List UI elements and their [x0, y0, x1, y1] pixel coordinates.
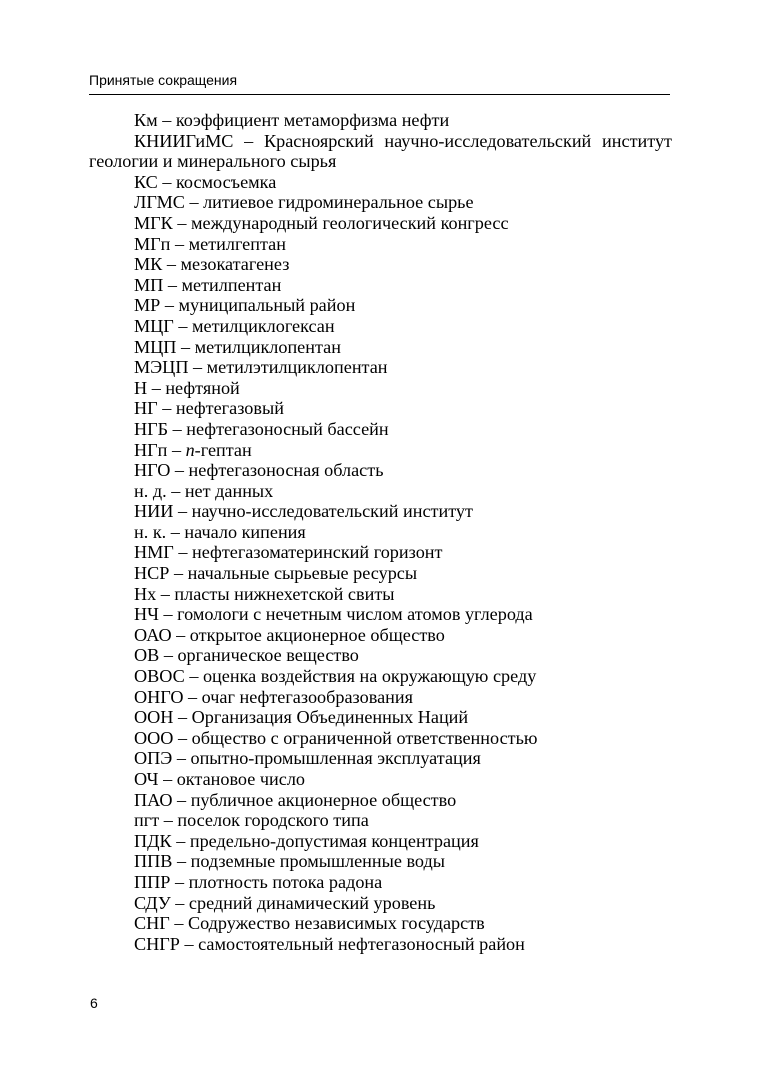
entry-def: плотность потока радона	[188, 871, 383, 892]
entry-abbr: МГп	[134, 233, 171, 254]
entry-abbr: ОНГО	[134, 686, 184, 707]
entry-sep: –	[170, 892, 189, 913]
abbreviations-list	[89, 110, 672, 954]
entry-ooo	[89, 728, 672, 749]
entry-def: международный геологический конгресс	[191, 212, 509, 233]
entry-abbr: КС	[134, 171, 158, 192]
entry-def: нефтегазоносная область	[188, 460, 384, 481]
entry-def: средний динамический уровень	[188, 892, 436, 913]
entry-def: муниципальный район	[178, 295, 356, 316]
entry-mk	[89, 254, 672, 275]
entry-abbr: ППР	[134, 871, 171, 892]
entry-ppv	[89, 851, 672, 872]
entry-mecp	[89, 357, 672, 378]
entry-nsr	[89, 563, 672, 584]
entry-def: открытое акционерное общество	[189, 624, 445, 645]
entry-sep: –	[157, 171, 176, 192]
entry-abbr: МР	[134, 295, 161, 316]
entry-sep: –	[158, 769, 177, 789]
entry-sep: –	[168, 418, 187, 439]
entry-ov	[89, 645, 672, 666]
entry-sep: –	[169, 913, 188, 934]
entry-def: пласты нижнехетской свиты	[174, 583, 395, 604]
entry-abbr: НГп	[134, 439, 168, 460]
entry-km	[89, 110, 672, 131]
entry-sep: –	[157, 110, 176, 130]
entry-ope	[89, 748, 672, 769]
entry-lgms	[89, 192, 672, 213]
entry-sep: –	[157, 398, 176, 419]
entry-abbr: МЭЦП	[134, 357, 189, 378]
entry-def: -гептан	[194, 439, 252, 460]
entry-sep: –	[179, 933, 199, 954]
entry-def: публичное акционерное общество	[190, 789, 457, 810]
entry-abbr: Н	[134, 377, 148, 398]
entry-sep: –	[156, 583, 175, 604]
entry-sep: –	[176, 336, 195, 357]
entry-def: Организация Объединенных Наций	[191, 707, 469, 728]
entry-sep: –	[172, 212, 192, 233]
entry-def: метилпентан	[181, 274, 282, 295]
entry-abbr: НИИ	[134, 501, 174, 522]
entry-mcg	[89, 316, 672, 337]
entry-def: Содружество независимых государств	[187, 913, 485, 934]
entry-abbr: НМГ	[134, 542, 174, 563]
entry-abbr: НЧ	[134, 604, 159, 625]
entry-abbr: МГК	[134, 212, 173, 233]
entry-abbr: СДУ	[134, 892, 171, 913]
entry-def: октановое число	[176, 769, 305, 789]
entry-abbr: КНИИГиМС	[134, 130, 234, 151]
entry-def: гомологи с нечетным числом атомов углерода	[177, 604, 533, 625]
entry-def: самостоятельный нефтегазоносный район	[198, 933, 525, 954]
entry-sep: –	[171, 830, 190, 851]
page-number: 6	[90, 995, 98, 1011]
entry-abbr: ПДК	[134, 830, 172, 851]
entry-abbr: СНГР	[134, 933, 180, 954]
entry-abbr: ОПЭ	[134, 748, 173, 769]
entry-def: начальные сырьевые ресурсы	[187, 563, 418, 584]
entry-pgt	[89, 810, 672, 831]
entry-abbr: н. к.	[134, 521, 167, 542]
entry-mgk	[89, 213, 672, 234]
entry-def: подземные промышленные воды	[190, 851, 445, 872]
entry-kniigims	[89, 131, 672, 172]
entry-def: очаг нефтегазообразования	[201, 686, 413, 707]
entry-sep: –	[172, 851, 191, 872]
entry-abbr: Нх	[134, 583, 157, 604]
entry-ppr	[89, 872, 672, 893]
entry-abbr: МК	[134, 254, 163, 275]
entry-nii	[89, 501, 672, 522]
entry-pao	[89, 790, 672, 811]
entry-def: нет данных	[184, 480, 274, 501]
entry-sep: –	[188, 357, 207, 378]
entry-abbr: НГО	[134, 460, 171, 481]
entry-sep: –	[173, 501, 192, 522]
entry-sng	[89, 913, 672, 934]
entry-abbr: ППВ	[134, 851, 173, 872]
entry-def: космосъемка	[176, 171, 277, 192]
entry-abbr: ПАО	[134, 789, 173, 810]
entry-sep: –	[173, 727, 192, 748]
entry-och	[89, 769, 672, 790]
entry-sep: –	[163, 274, 182, 295]
entry-sep: –	[184, 192, 204, 213]
entry-nmg	[89, 542, 672, 563]
entry-abbr: ЛГМС	[134, 192, 185, 213]
entry-sep: –	[173, 542, 193, 563]
entry-sep: –	[147, 377, 166, 398]
entry-abbr: НГБ	[134, 418, 169, 439]
entry-def: нефтегазоматеринский горизонт	[192, 542, 443, 563]
entry-mcp	[89, 337, 672, 358]
entry-pdk	[89, 831, 672, 852]
entry-sep: –	[173, 315, 193, 336]
entry-sep: –	[233, 130, 264, 151]
entry-def: начало кипения	[184, 521, 306, 542]
entry-sep: –	[183, 686, 202, 707]
entry-abbr: ОВОС	[134, 666, 185, 687]
entry-sep: –	[170, 460, 189, 481]
entry-nk	[89, 522, 672, 543]
entry-def: предельно-допустимая концентрация	[189, 830, 479, 851]
entry-ks	[89, 172, 672, 193]
entry-abbr: ОАО	[134, 624, 172, 645]
entry-sep: –	[172, 789, 191, 810]
entry-def: нефтегазоносный бассейн	[186, 418, 389, 439]
entry-sep: –	[170, 871, 189, 892]
entry-ongo	[89, 687, 672, 708]
entry-sep: –	[167, 439, 186, 460]
entry-mgp	[89, 234, 672, 255]
entry-sep: –	[173, 707, 192, 728]
entry-ovos	[89, 666, 672, 687]
entry-abbr: МЦП	[134, 336, 177, 357]
entry-def: опытно-промышленная эксплуатация	[190, 748, 481, 769]
entry-nd	[89, 481, 672, 502]
entry-def: научно-исследовательский институт	[191, 501, 473, 522]
entry-sep: –	[169, 563, 188, 584]
entry-abbr: НГ	[134, 398, 158, 419]
entry-sep: –	[171, 624, 190, 645]
entry-def: органическое вещество	[177, 645, 359, 666]
entry-def-italic: n	[185, 439, 195, 460]
entry-abbr: НСР	[134, 563, 170, 584]
entry-def: общество с ограниченной ответственностью	[191, 727, 538, 748]
entry-sep: –	[166, 521, 185, 542]
entry-ng	[89, 398, 672, 419]
entry-sep: –	[172, 748, 191, 769]
entry-sep: –	[184, 666, 203, 687]
entry-abbr: ООО	[134, 727, 174, 748]
entry-abbr: МП	[134, 274, 164, 295]
entry-sep: –	[158, 604, 178, 625]
entry-def: коэффициент метаморфизма нефти	[175, 110, 450, 130]
entry-n	[89, 378, 672, 399]
entry-def: оценка воздействия на окружающую среду	[202, 666, 537, 687]
entry-abbr: н. д.	[134, 480, 167, 501]
entry-def: нефтегазовый	[175, 398, 284, 419]
entry-sep: –	[159, 810, 178, 831]
entry-abbr: СНГ	[134, 913, 170, 934]
entry-def: литиевое гидроминеральное сырье	[203, 192, 474, 213]
entry-sep: –	[166, 480, 185, 501]
entry-sdu	[89, 893, 672, 914]
running-header: Принятые сокращения	[89, 72, 670, 95]
entry-def: поселок городского типа	[177, 810, 369, 831]
entry-mp	[89, 275, 672, 296]
entry-sep: –	[160, 295, 179, 316]
entry-def: мезокатагенез	[180, 254, 290, 275]
entry-def: Красноярский научно-исследовательский институт геологии и минерального сырья	[89, 130, 673, 172]
entry-sep: –	[170, 233, 189, 254]
entry-ngb	[89, 419, 672, 440]
entry-def: нефтяной	[165, 377, 240, 398]
entry-def: метилциклопентан	[194, 336, 341, 357]
entry-sep: –	[159, 645, 178, 666]
entry-ngo	[89, 460, 672, 481]
entry-ngp	[89, 440, 672, 461]
entry-abbr: Км	[134, 110, 158, 130]
entry-abbr: ОВ	[134, 645, 160, 666]
entry-def: метилэтилциклопентан	[206, 357, 388, 378]
entry-abbr: пгт	[134, 810, 160, 831]
entry-abbr: МЦГ	[134, 315, 174, 336]
entry-nch	[89, 604, 672, 625]
entry-oao	[89, 625, 672, 646]
entry-nkh	[89, 584, 672, 605]
entry-oon	[89, 707, 672, 728]
entry-abbr: ООН	[134, 707, 174, 728]
entry-sngr	[89, 934, 672, 955]
entry-def: метилгептан	[188, 233, 286, 254]
entry-def: метилциклогексан	[192, 315, 335, 336]
entry-abbr: ОЧ	[134, 769, 159, 789]
entry-mr	[89, 295, 672, 316]
entry-sep: –	[162, 254, 181, 275]
